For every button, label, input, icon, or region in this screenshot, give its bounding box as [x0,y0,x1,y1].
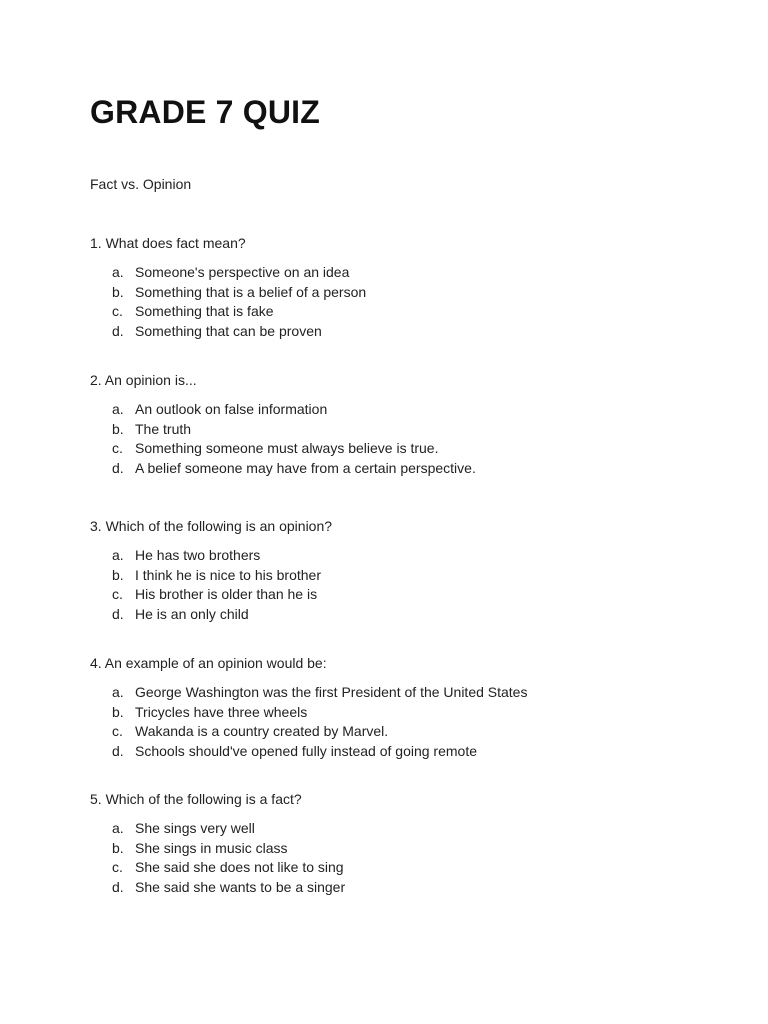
option-text: Something that can be proven [135,322,322,339]
answer-options [90,683,730,761]
option-text: A belief someone may have from a certain perspective. [135,459,476,476]
question-text: 2. An opinion is... [90,372,197,388]
answer-option [90,858,730,878]
option-letter: a. [112,684,124,700]
option-text: She said she wants to be a singer [135,878,346,895]
question-5 [90,790,730,897]
option-text: Something that is fake [135,303,274,319]
option-letter: a. [112,264,124,280]
option-text: I think he is nice to his brother [135,566,321,583]
answer-option [90,722,730,742]
option-text: Tricycles have three wheels [135,703,308,720]
option-text: Wakanda is a country created by Marvel. [135,723,389,739]
answer-options [90,819,730,897]
answer-option [90,742,730,762]
answer-option [90,283,730,303]
option-text: She sings very well [135,820,255,836]
answer-option [90,878,730,898]
answer-option [90,322,730,342]
answer-options [90,263,730,341]
answer-option [90,819,730,839]
option-text: The truth [135,420,192,437]
page-title: GRADE 7 QUIZ [90,94,320,130]
option-letter: a. [112,401,124,417]
option-letter: c. [112,586,123,602]
option-letter: c. [112,303,123,319]
question-text: 4. An example of an opinion would be: [90,655,327,671]
quiz-subtitle: Fact vs. Opinion [90,176,192,192]
option-text: Something someone must always believe is true. [135,440,439,456]
option-letter: d. [112,605,124,622]
answer-option [90,683,730,703]
option-letter: c. [112,723,123,739]
question-3 [90,517,730,624]
answer-option [90,566,730,586]
option-text: An outlook on false information [135,401,328,417]
option-letter: b. [112,703,124,720]
answer-option [90,605,730,625]
answer-option [90,420,730,440]
answer-option [90,546,730,566]
answer-options [90,400,730,478]
question-4 [90,654,730,761]
option-letter: a. [112,547,124,563]
question-text: 5. Which of the following is a fact? [90,791,302,807]
option-letter: d. [112,459,124,476]
option-text: His brother is older than he is [135,586,318,602]
answer-options [90,546,730,624]
option-text: Someone's perspective on an idea [135,264,350,280]
question-1 [90,234,730,341]
question-2 [90,371,730,478]
option-letter: c. [112,859,123,875]
answer-option [90,263,730,283]
option-letter: d. [112,878,124,895]
option-letter: a. [112,820,124,836]
answer-option [90,459,730,479]
option-text: Something that is a belief of a person [135,283,367,300]
answer-option [90,302,730,322]
option-letter: c. [112,440,123,456]
option-letter: b. [112,283,124,300]
answer-option [90,703,730,723]
question-text: 1. What does fact mean? [90,235,246,251]
option-text: He is an only child [135,605,249,622]
option-text: She sings in music class [135,839,288,856]
option-text: Schools should've opened fully instead of going remote [135,742,478,759]
option-letter: b. [112,420,124,437]
answer-option [90,839,730,859]
answer-option [90,400,730,420]
option-text: She said she does not like to sing [135,859,344,875]
answer-option [90,439,730,459]
option-letter: b. [112,566,124,583]
option-letter: d. [112,322,124,339]
option-letter: b. [112,839,124,856]
answer-option [90,585,730,605]
option-text: He has two brothers [135,547,261,563]
question-text: 3. Which of the following is an opinion? [90,518,333,534]
option-letter: d. [112,742,124,759]
option-text: George Washington was the first President of the United States [135,684,528,700]
